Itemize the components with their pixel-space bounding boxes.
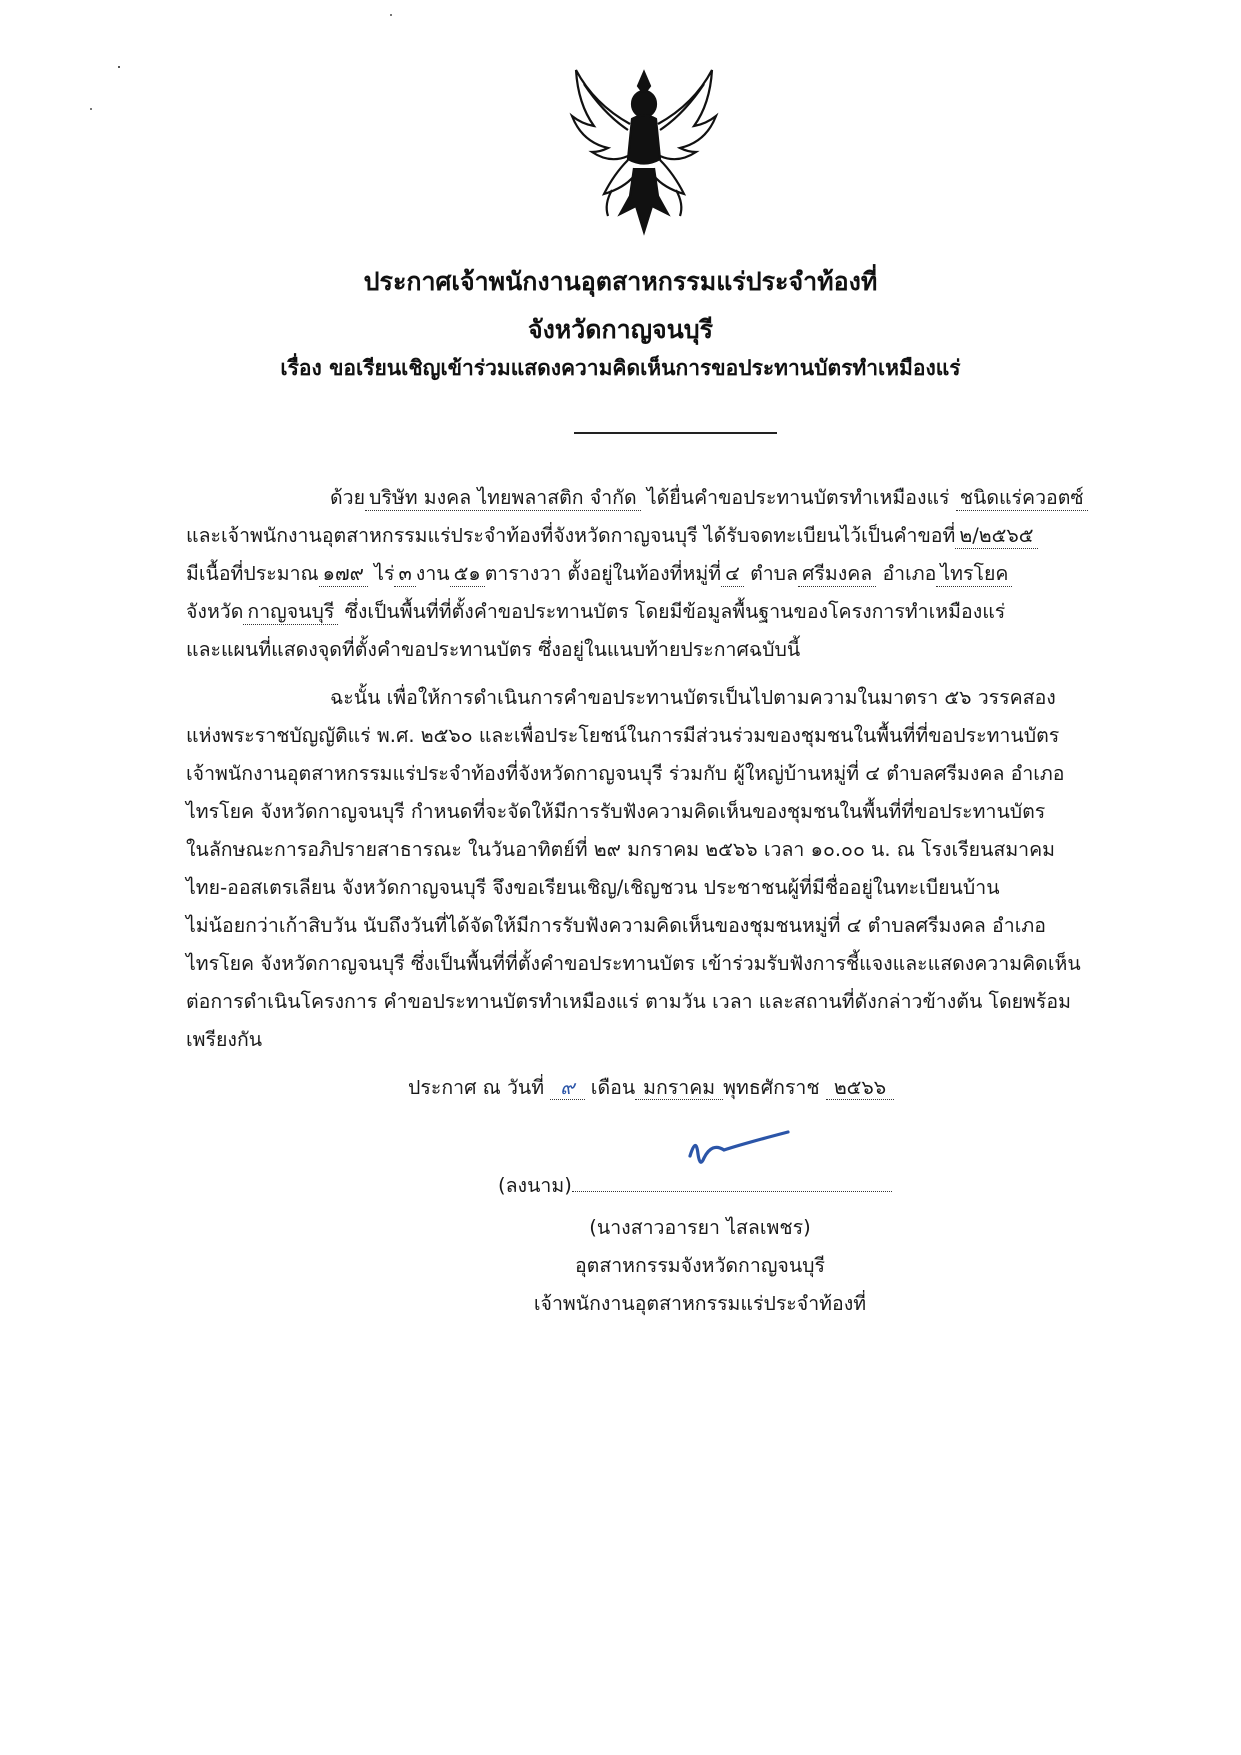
sign-line (498, 1170, 892, 1201)
para2-line: ฉะนั้น เพื่อให้การดำเนินการคำขอประทานบัตรเป็นไปตามความในมาตรา ๕๖ วรรคสอง (330, 686, 1056, 709)
signer-position-2: เจ้าพนักงานอุตสาหกรรมแร่ประจำท้องที่ (533, 1292, 867, 1315)
signer-position-1: อุตสาหกรรมจังหวัดกาญจนบุรี (574, 1254, 826, 1277)
rai-field: ๑๗๙ (319, 562, 368, 587)
para2-line: ไทรโยค จังหวัดกาญจนบุรี ซึ่งเป็นพื้นที่ที่ตั้งคำขอประทานบัตร เข้าร่วมรับฟังการชี้แจงและแสดงความคิดเห็น (186, 952, 1081, 975)
para1-line1 (330, 482, 1241, 513)
para2-line: เจ้าพนักงานอุตสาหกรรมแร่ประจำท้องที่จังหวัดกาญจนบุรี ร่วมกับ ผู้ใหญ่บ้านหมู่ที่ ๔ ตำบลศรีมงคล อำเภอ (186, 762, 1065, 785)
text-segment: มีเนื้อที่ประมาณ (186, 562, 319, 585)
para1-line2 (186, 520, 1126, 551)
sign-label: (ลงนาม) (498, 1174, 572, 1197)
announce-day-field: ๙ (550, 1076, 584, 1100)
subject-text: ขอเรียนเชิญเข้าร่วมแสดงความคิดเห็นการขอประทานบัตรทำเหมืองแร่ (329, 356, 961, 380)
handwritten-signature (684, 1128, 794, 1174)
text-segment: จังหวัด (186, 600, 244, 623)
text-segment: ได้ยื่นคำขอประทานบัตรทำเหมืองแร่ (646, 486, 950, 509)
announcement-title: ประกาศเจ้าพนักงานอุตสาหกรรมแร่ประจำท้องที่ (363, 267, 878, 296)
amphoe-field: ไทรโยค (936, 562, 1012, 587)
mineral-field: ชนิดแร่ควอตซ์ (956, 486, 1088, 511)
para1-line5: และแผนที่แสดงจุดที่ตั้งคำขอประทานบัตร ซึ่งอยู่ในแนบท้ายประกาศฉบับนี้ (186, 638, 801, 661)
ngan-field: ๓ (394, 562, 415, 587)
text-segment: ซึ่งเป็นพื้นที่ที่ตั้งคำขอประทานบัตร โดยมีข้อมูลพื้นฐานของโครงการทำเหมืองแร่ (344, 600, 1006, 623)
text-segment: ตารางวา ตั้งอยู่ในท้องที่หมู่ที่ (484, 562, 722, 585)
para1-line4 (186, 596, 1126, 627)
garuda-emblem-icon (564, 64, 724, 236)
text-segment: เดือน (590, 1076, 636, 1099)
company-field: บริษัท มงคล ไทยพลาสติก จำกัด (365, 486, 641, 511)
announcement-subject (0, 352, 1241, 385)
text-segment: งาน (415, 562, 450, 585)
text-segment: อำเภอ (882, 562, 937, 585)
para2-line: ไทย-ออสเตรเลียน จังหวัดกาญจนบุรี จึงขอเรียนเชิญ/เชิญชวน ประชาชนผู้ที่มีชื่ออยู่ในทะเบียนบ้าน (186, 876, 1000, 899)
para2-line: ต่อการดำเนินโครงการ คำขอประทานบัตรทำเหมืองแร่ ตามวัน เวลา และสถานที่ดังกล่าวข้างต้น โดยพร้อม (186, 990, 1071, 1013)
text-segment: ประกาศ ณ วันที่ (408, 1076, 545, 1099)
para2-line: ในลักษณะการอภิปรายสาธารณะ ในวันอาทิตย์ที่ ๒๙ มกราคม ๒๕๖๖ เวลา ๑๐.๐๐ น. ณ โรงเรียนสมาคม (186, 838, 1056, 861)
text-segment: ตำบล (750, 562, 799, 585)
text-segment: ด้วย (330, 486, 366, 509)
para2-line: ไม่น้อยกว่าเก้าสิบวัน นับถึงวันที่ได้จัดให้มีการรับฟังความคิดเห็นของชุมชนหมู่ที่ ๔ ตำบลศรีมงคล อำเภอ (186, 914, 1046, 937)
tambon-field: ศรีมงคล (798, 562, 876, 587)
para1-line3 (186, 558, 1126, 589)
para2-line: ไทรโยค จังหวัดกาญจนบุรี กำหนดที่จะจัดให้มีการรับฟังความคิดเห็นของชุมชนในพื้นที่ที่ขอประทานบัตร (186, 800, 1046, 823)
announce-year-field: ๒๕๖๖ (826, 1076, 894, 1100)
announce-month-field: มกราคม (635, 1076, 723, 1100)
announce-date-line (408, 1072, 894, 1103)
para2-line: เพรียงกัน (186, 1028, 263, 1051)
scan-speck (90, 108, 92, 110)
moo-field: ๔ (721, 562, 744, 587)
subject-label: เรื่อง (280, 356, 322, 380)
para2-line: แห่งพระราชบัญญัติแร่ พ.ศ. ๒๕๖๐ และเพื่อประโยชน์ในการมีส่วนร่วมของชุมชนในพื้นที่ที่ขอประทานบัตร (186, 724, 1060, 747)
text-segment: ไร่ (374, 562, 395, 585)
wah-field: ๕๑ (450, 562, 485, 587)
announcement-province: จังหวัดกาญจนบุรี (527, 315, 714, 344)
province-field: กาญจนบุรี (243, 600, 338, 625)
sign-dotted-line (572, 1191, 892, 1192)
request-no-field: ๒/๒๕๖๕ (955, 524, 1037, 549)
title-divider (574, 432, 777, 434)
scan-speck (118, 66, 120, 68)
scan-speck (390, 14, 392, 16)
text-segment: และเจ้าพนักงานอุตสาหกรรมแร่ประจำท้องที่จังหวัดกาญจนบุรี ได้รับจดทะเบียนไว้เป็นคำขอที่ (186, 524, 956, 547)
signer-name: (นางสาวอารยา ไสลเพชร) (589, 1216, 811, 1239)
text-segment: พุทธศักราช (723, 1076, 820, 1099)
